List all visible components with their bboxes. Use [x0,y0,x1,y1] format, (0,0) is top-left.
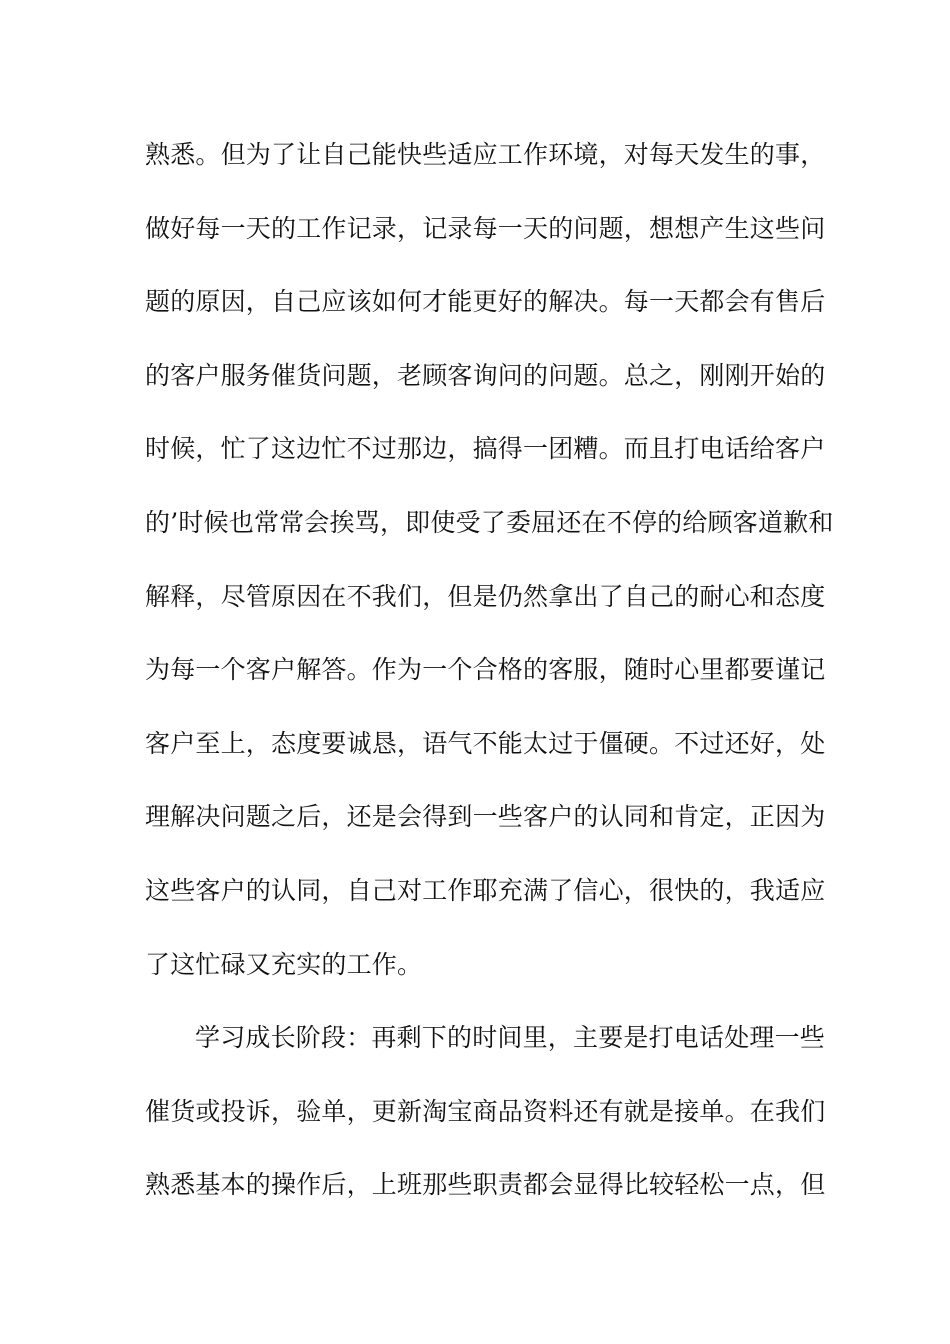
text-line: 解释，尽管原因在不我们，但是仍然拿出了自己的耐心和态度 [145,581,826,611]
text-line: 熟悉。但为了让自己能快些适应工作环境，对每天发生的事， [145,140,826,169]
text-line: 题的原因，自己应该如何才能更好的解决。每一天都会有售后 [145,287,826,317]
text-line: 熟悉基本的操作后，上班那些职责都会显得比较轻松一点，但 [145,1170,826,1200]
text-line: 的’时候也常常会挨骂，即使受了委屈还在不停的给顾客道歉和 [145,507,834,537]
text-line: 为每一个客户解答。作为一个合格的客服，随时心里都要谨记 [145,655,826,685]
text-line: 了这忙碌又充实的工作。 [145,949,423,979]
text-line: 理解决问题之后，还是会得到一些客户的认同和肯定，正因为 [145,802,826,832]
text-line: 的客户服务催货问题，老顾客询问的问题。总之，刚刚开始的 [145,360,826,390]
document-body [145,131,834,1235]
text-line: 时候，忙了这边忙不过那边，搞得一团糟。而且打电话给客户 [145,434,826,464]
text-line: 这些客户的认同，自己对工作耶充满了信心，很快的，我适应 [145,875,826,905]
text-line: 催货或投诉，验单，更新淘宝商品资料还有就是接单。在我们 [145,1096,826,1126]
text-line: 客户至上，态度要诚恳，语气不能太过于僵硬。不过还好，处 [145,728,826,758]
paragraph-start-line: 学习成长阶段：再剩下的时间里，主要是打电话处理一些 [195,1023,826,1053]
text-line: 做好每一天的工作记录，记录每一天的问题，想想产生这些问 [145,213,826,243]
